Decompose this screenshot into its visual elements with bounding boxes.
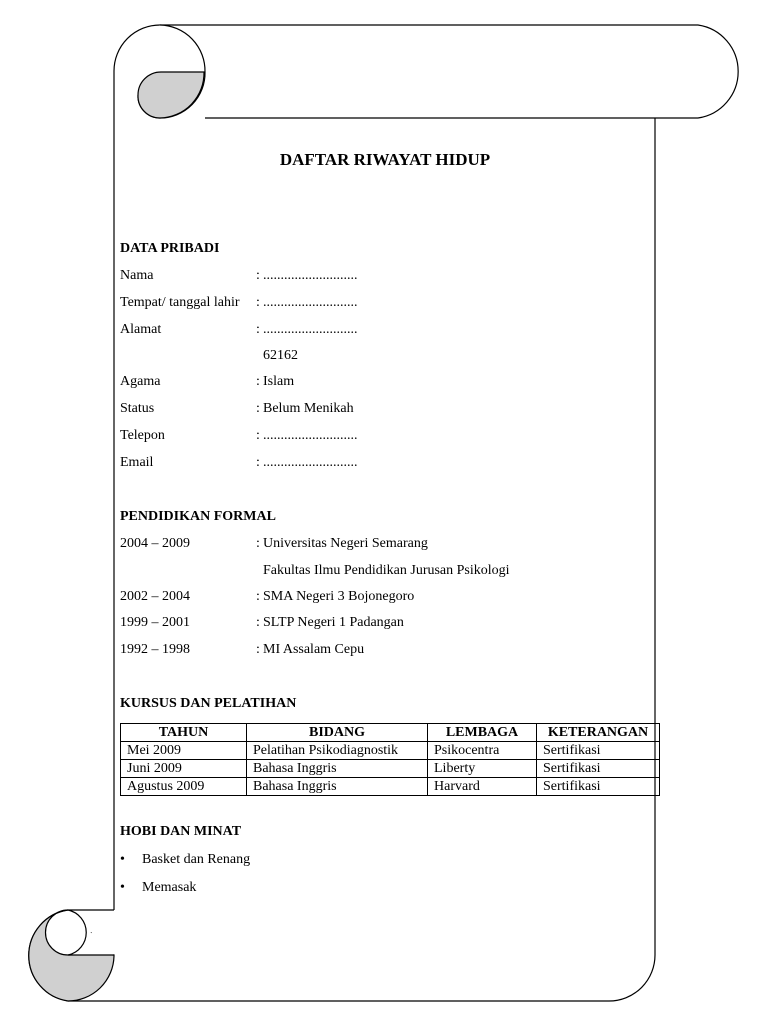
education-row [120,536,428,552]
section-heading-education: PENDIDIKAN FORMAL [120,509,276,524]
table-header-row [121,724,660,742]
column-header-keterangan: KETERANGAN [537,724,660,742]
courses-table [120,723,660,796]
field-separator: : [256,268,260,283]
hobby-text: Memasak [142,880,197,895]
section-heading-courses: KURSUS DAN PELATIHAN [120,696,297,711]
personal-row [120,374,294,390]
section-heading-hobbies: HOBI DAN MINAT [120,824,242,839]
field-label: Alamat [120,322,162,337]
column-header-lembaga: LEMBAGA [428,724,537,742]
hobby-text: Basket dan Renang [142,852,251,867]
table-cell: Liberty [428,760,537,778]
field-value: Islam [263,374,295,389]
field-separator: : [256,428,260,443]
table-row [121,760,660,778]
personal-row [120,268,358,284]
page-title: DAFTAR RIWAYAT HIDUP [279,150,491,169]
personal-row [120,322,358,338]
field-separator: : [256,295,260,310]
field-label: Agama [120,374,161,389]
list-item [120,852,250,868]
table-cell: Agustus 2009 [121,778,247,796]
field-value: ........................... [263,322,358,337]
education-school: SMA Negeri 3 Bojonegoro [263,589,415,604]
personal-row [120,428,358,444]
field-label: Tempat/ tanggal lahir [120,295,240,310]
personal-row [120,455,358,471]
education-faculty: Fakultas Ilmu Pendidikan Jurusan Psikologi [263,563,510,578]
column-header-bidang: BIDANG [247,724,428,742]
personal-row [120,295,358,311]
table-row [121,778,660,796]
education-school: Universitas Negeri Semarang [263,536,428,551]
field-value: ........................... [263,295,358,310]
field-value: ........................... [263,428,358,443]
table-cell: Pelatihan Psikodiagnostik [247,742,428,760]
table-cell: Bahasa Inggris [247,760,428,778]
top-scroll-roll [160,25,738,118]
table-cell: Sertifikasi [537,760,660,778]
bullet-icon: • [120,880,125,895]
education-school: SLTP Negeri 1 Padangan [263,615,404,630]
bullet-icon: • [120,852,125,867]
address-postcode: 62162 [263,348,298,363]
table-cell: Psikocentra [428,742,537,760]
field-separator: : [256,642,260,657]
field-separator: : [256,374,260,389]
education-row [120,642,364,658]
section-heading-personal: DATA PRIBADI [120,241,220,256]
table-cell: Harvard [428,778,537,796]
field-label: Status [120,401,155,416]
table-row [121,742,660,760]
field-separator: : [256,536,260,551]
field-separator: : [256,615,260,630]
table-cell: Sertifikasi [537,778,660,796]
field-value: ........................... [263,455,358,470]
field-label: Telepon [120,428,165,443]
field-label: Nama [120,268,154,283]
field-label: Email [120,455,154,470]
education-years: 2002 – 2004 [120,589,190,604]
table-cell: Juni 2009 [121,760,247,778]
field-separator: : [256,455,260,470]
education-row [120,589,414,605]
table-cell: Bahasa Inggris [247,778,428,796]
field-separator: : [256,589,260,604]
education-years: 2004 – 2009 [120,536,190,551]
column-header-tahun: TAHUN [121,724,247,742]
table-cell: Mei 2009 [121,742,247,760]
education-years: 1992 – 1998 [120,642,190,657]
education-row [120,615,404,631]
education-school: MI Assalam Cepu [263,642,365,657]
personal-row [120,401,354,417]
list-item [120,880,196,896]
education-years: 1999 – 2001 [120,615,190,630]
field-separator: : [256,322,260,337]
field-separator: : [256,401,260,416]
table-cell: Sertifikasi [537,742,660,760]
field-value: Belum Menikah [263,401,354,416]
top-curl-shade [138,72,204,118]
field-value: ........................... [263,268,358,283]
bottom-curl-inner [68,910,114,955]
